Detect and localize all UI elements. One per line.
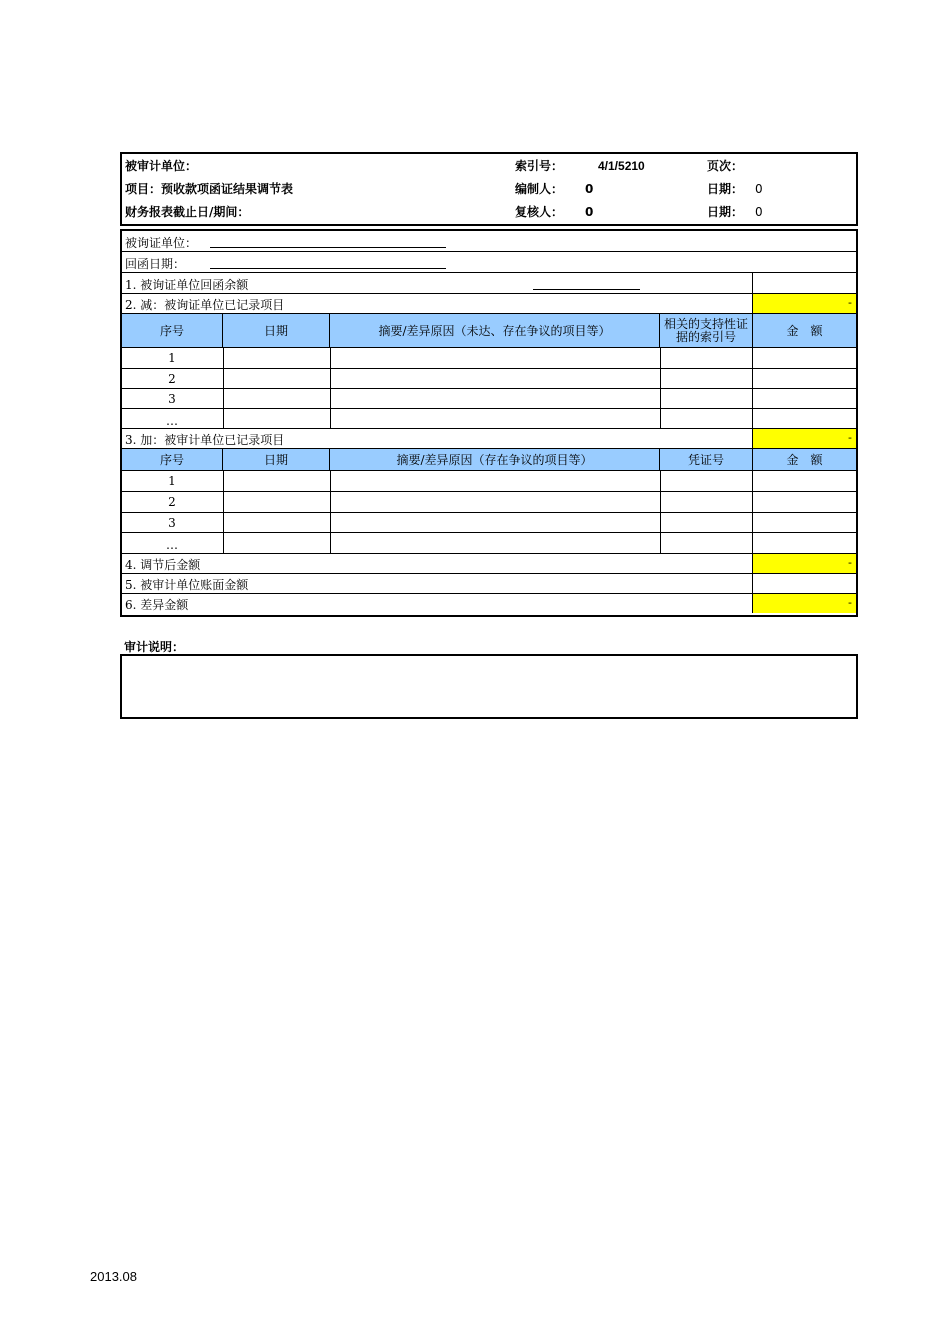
preparer-label: 编制人： — [515, 182, 564, 196]
item6-label: 6. 差异金额 — [125, 598, 189, 612]
table2-col-date: 日期 — [223, 449, 330, 470]
divider — [752, 429, 753, 448]
item4-amount-cell[interactable] — [753, 554, 856, 573]
confirmed-unit-field[interactable] — [210, 247, 446, 248]
table1-col-summary: 摘要/差异原因（未达、存在争议的项目等） — [330, 314, 660, 347]
reply-date-field[interactable] — [210, 268, 446, 269]
row-number: 2 — [168, 495, 176, 509]
table2-col-seq: 序号 — [122, 449, 223, 470]
divider — [660, 369, 661, 388]
item2-amount: - — [848, 296, 852, 309]
item5-label: 5. 被审计单位账面金额 — [125, 578, 249, 592]
divider — [330, 389, 331, 408]
item1-label: 1. 被询证单位回函余额 — [125, 278, 249, 292]
item6-row — [122, 594, 856, 613]
divider — [660, 389, 661, 408]
item4-row — [122, 554, 856, 574]
table-row — [122, 369, 856, 389]
row-number: 1 — [168, 351, 176, 365]
table2-col-amount: 金 额 — [753, 449, 856, 470]
divider — [752, 554, 753, 573]
divider — [330, 513, 331, 532]
row-number: … — [166, 538, 178, 552]
project-label: 项目：预收款项函证结果调节表 — [125, 182, 294, 196]
divider — [223, 348, 224, 368]
row-number: … — [166, 414, 178, 428]
divider — [223, 533, 224, 553]
table-row — [122, 513, 856, 533]
item3-amount-cell[interactable] — [753, 429, 856, 448]
divider — [752, 273, 753, 293]
divider — [223, 409, 224, 428]
item2-row — [122, 294, 856, 314]
divider — [752, 492, 753, 512]
index-label: 索引号： — [515, 159, 564, 173]
item5-row — [122, 574, 856, 594]
table1-col-seq: 序号 — [122, 314, 223, 347]
divider — [223, 492, 224, 512]
item4-label: 4. 调节后金额 — [125, 558, 201, 572]
divider — [752, 533, 753, 553]
item1-row — [122, 273, 856, 294]
table-row — [122, 533, 856, 554]
table1-col-date: 日期 — [223, 314, 330, 347]
index-value: 4/1/5210 — [598, 159, 645, 173]
divider — [223, 471, 224, 491]
divider — [660, 533, 661, 553]
confirmed-unit-label: 被询证单位： — [125, 236, 198, 250]
auditee-label: 被审计单位： — [125, 159, 198, 173]
item2-amount-cell[interactable] — [753, 294, 856, 313]
divider — [752, 594, 753, 613]
item6-amount: - — [848, 596, 852, 609]
divider — [223, 389, 224, 408]
divider — [330, 369, 331, 388]
row-number: 3 — [168, 392, 176, 406]
item3-row — [122, 429, 856, 449]
table-row — [122, 409, 856, 429]
audit-notes-box[interactable] — [120, 654, 858, 719]
divider — [330, 492, 331, 512]
table1-col-evidence: 相关的支持性证据的索引号 — [660, 314, 753, 347]
item2-label: 2. 减：被询证单位已记录项目 — [125, 298, 285, 312]
row-number: 1 — [168, 474, 176, 488]
divider — [330, 533, 331, 553]
divider — [330, 471, 331, 491]
table-row — [122, 348, 856, 369]
item6-amount-cell[interactable] — [753, 594, 856, 613]
date2-label: 日期： — [707, 205, 744, 219]
table2-col-voucher: 凭证号 — [660, 449, 753, 470]
reconciliation-form — [120, 229, 858, 617]
divider — [752, 409, 753, 428]
table2-header — [122, 449, 856, 471]
item3-amount: - — [848, 431, 852, 444]
audit-notes-title: 审计说明： — [124, 640, 185, 654]
page-label: 页次： — [707, 159, 744, 173]
reviewer-label: 复核人： — [515, 205, 564, 219]
item1-field[interactable] — [533, 289, 640, 290]
reviewer-value: 0 — [585, 205, 594, 219]
table1-col-amount: 金 额 — [753, 314, 856, 347]
divider — [752, 348, 753, 368]
version-footer: 2013.08 — [90, 1269, 137, 1284]
row-number: 2 — [168, 372, 176, 386]
divider — [223, 369, 224, 388]
header-block — [120, 152, 858, 226]
item3-label: 3. 加：被审计单位已记录项目 — [125, 433, 285, 447]
divider — [330, 348, 331, 368]
divider — [660, 471, 661, 491]
date1-value: 0 — [755, 182, 763, 196]
divider — [330, 409, 331, 428]
divider — [752, 471, 753, 491]
row-number: 3 — [168, 516, 176, 530]
preparer-value: 0 — [585, 182, 594, 196]
table-row — [122, 492, 856, 513]
confirmed-unit-row — [122, 231, 856, 252]
table2-col-summary: 摘要/差异原因（存在争议的项目等） — [330, 449, 660, 470]
divider — [752, 294, 753, 313]
divider — [660, 348, 661, 368]
divider — [752, 574, 753, 593]
divider — [660, 492, 661, 512]
reply-date-label: 回函日期： — [125, 257, 186, 271]
date1-label: 日期： — [707, 182, 744, 196]
table1-header — [122, 314, 856, 348]
date2-value: 0 — [755, 205, 763, 219]
reply-date-row — [122, 252, 856, 273]
period-label: 财务报表截止日/期间： — [125, 205, 250, 219]
item4-amount: - — [848, 556, 852, 569]
divider — [752, 369, 753, 388]
divider — [752, 513, 753, 532]
table-row — [122, 389, 856, 409]
divider — [752, 389, 753, 408]
divider — [660, 409, 661, 428]
divider — [660, 513, 661, 532]
table-row — [122, 471, 856, 492]
divider — [223, 513, 224, 532]
